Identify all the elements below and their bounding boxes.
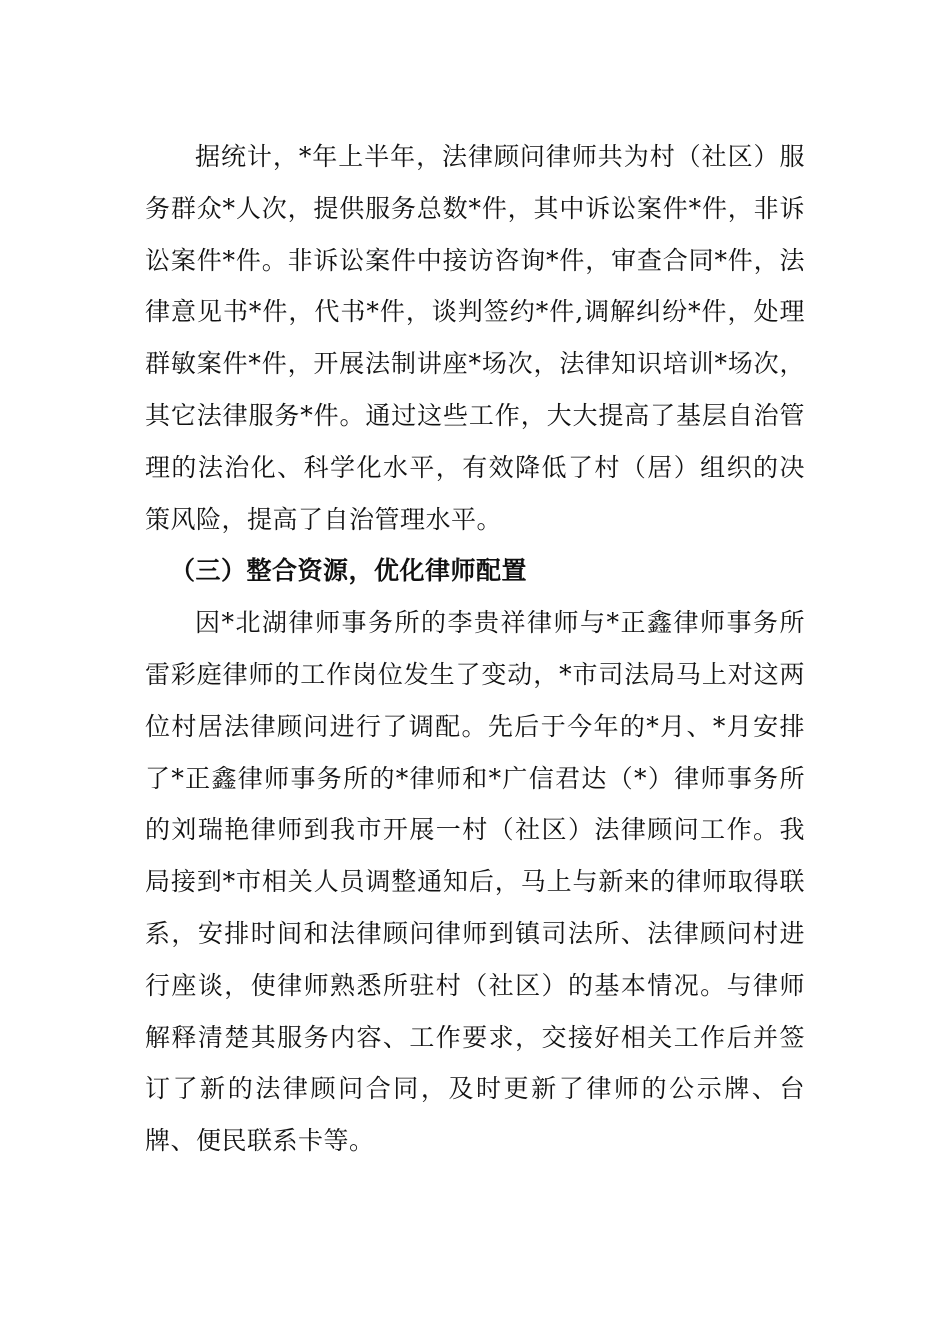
lawyer-allocation-paragraph: 因*北湖律师事务所的李贵祥律师与*正鑫律师事务所雷彩庭律师的工作岗位发生了变动，*市司法局马上对这两位村居法律顾问进行了调配。先后于今年的*月、*月安排了*正鑫律师事务所的*律师和*广信君达（*）律师事务所的刘瑞艳律师到我市开展一村（社区）法律顾问工作。我局接到*市相关人员调整通知后，马上与新来的律师取得联系，安排时间和法律顾问律师到镇司法所、法律顾问村进行座谈，使律师熟悉所驻村（社区）的基本情况。与律师解释清楚其服务内容、工作要求，交接好相关工作后并签订了新的法律顾问合同，及时更新了律师的公示牌、台牌、便民联系卡等。 [145, 608, 805, 1156]
statistics-paragraph: 据统计，*年上半年，法律顾问律师共为村（社区）服务群众*人次，提供服务总数*件，其中诉讼案件*件，非诉讼案件*件。非诉讼案件中接访咨询*件，审查合同*件，法律意见书*件，代书*件，谈判签约*件,调解纠纷*件，处理群敏案件*件，开展法制讲座*场次，法律知识培训*场次，其它法律服务*件。通过这些工作，大大提高了基层自治管理的法治化、科学化水平，有效降低了村（居）组织的决策风险，提高了自治管理水平。 [145, 142, 805, 534]
document-body [145, 131, 805, 1167]
section-heading: （三）整合资源，优化律师配置 [170, 556, 528, 586]
